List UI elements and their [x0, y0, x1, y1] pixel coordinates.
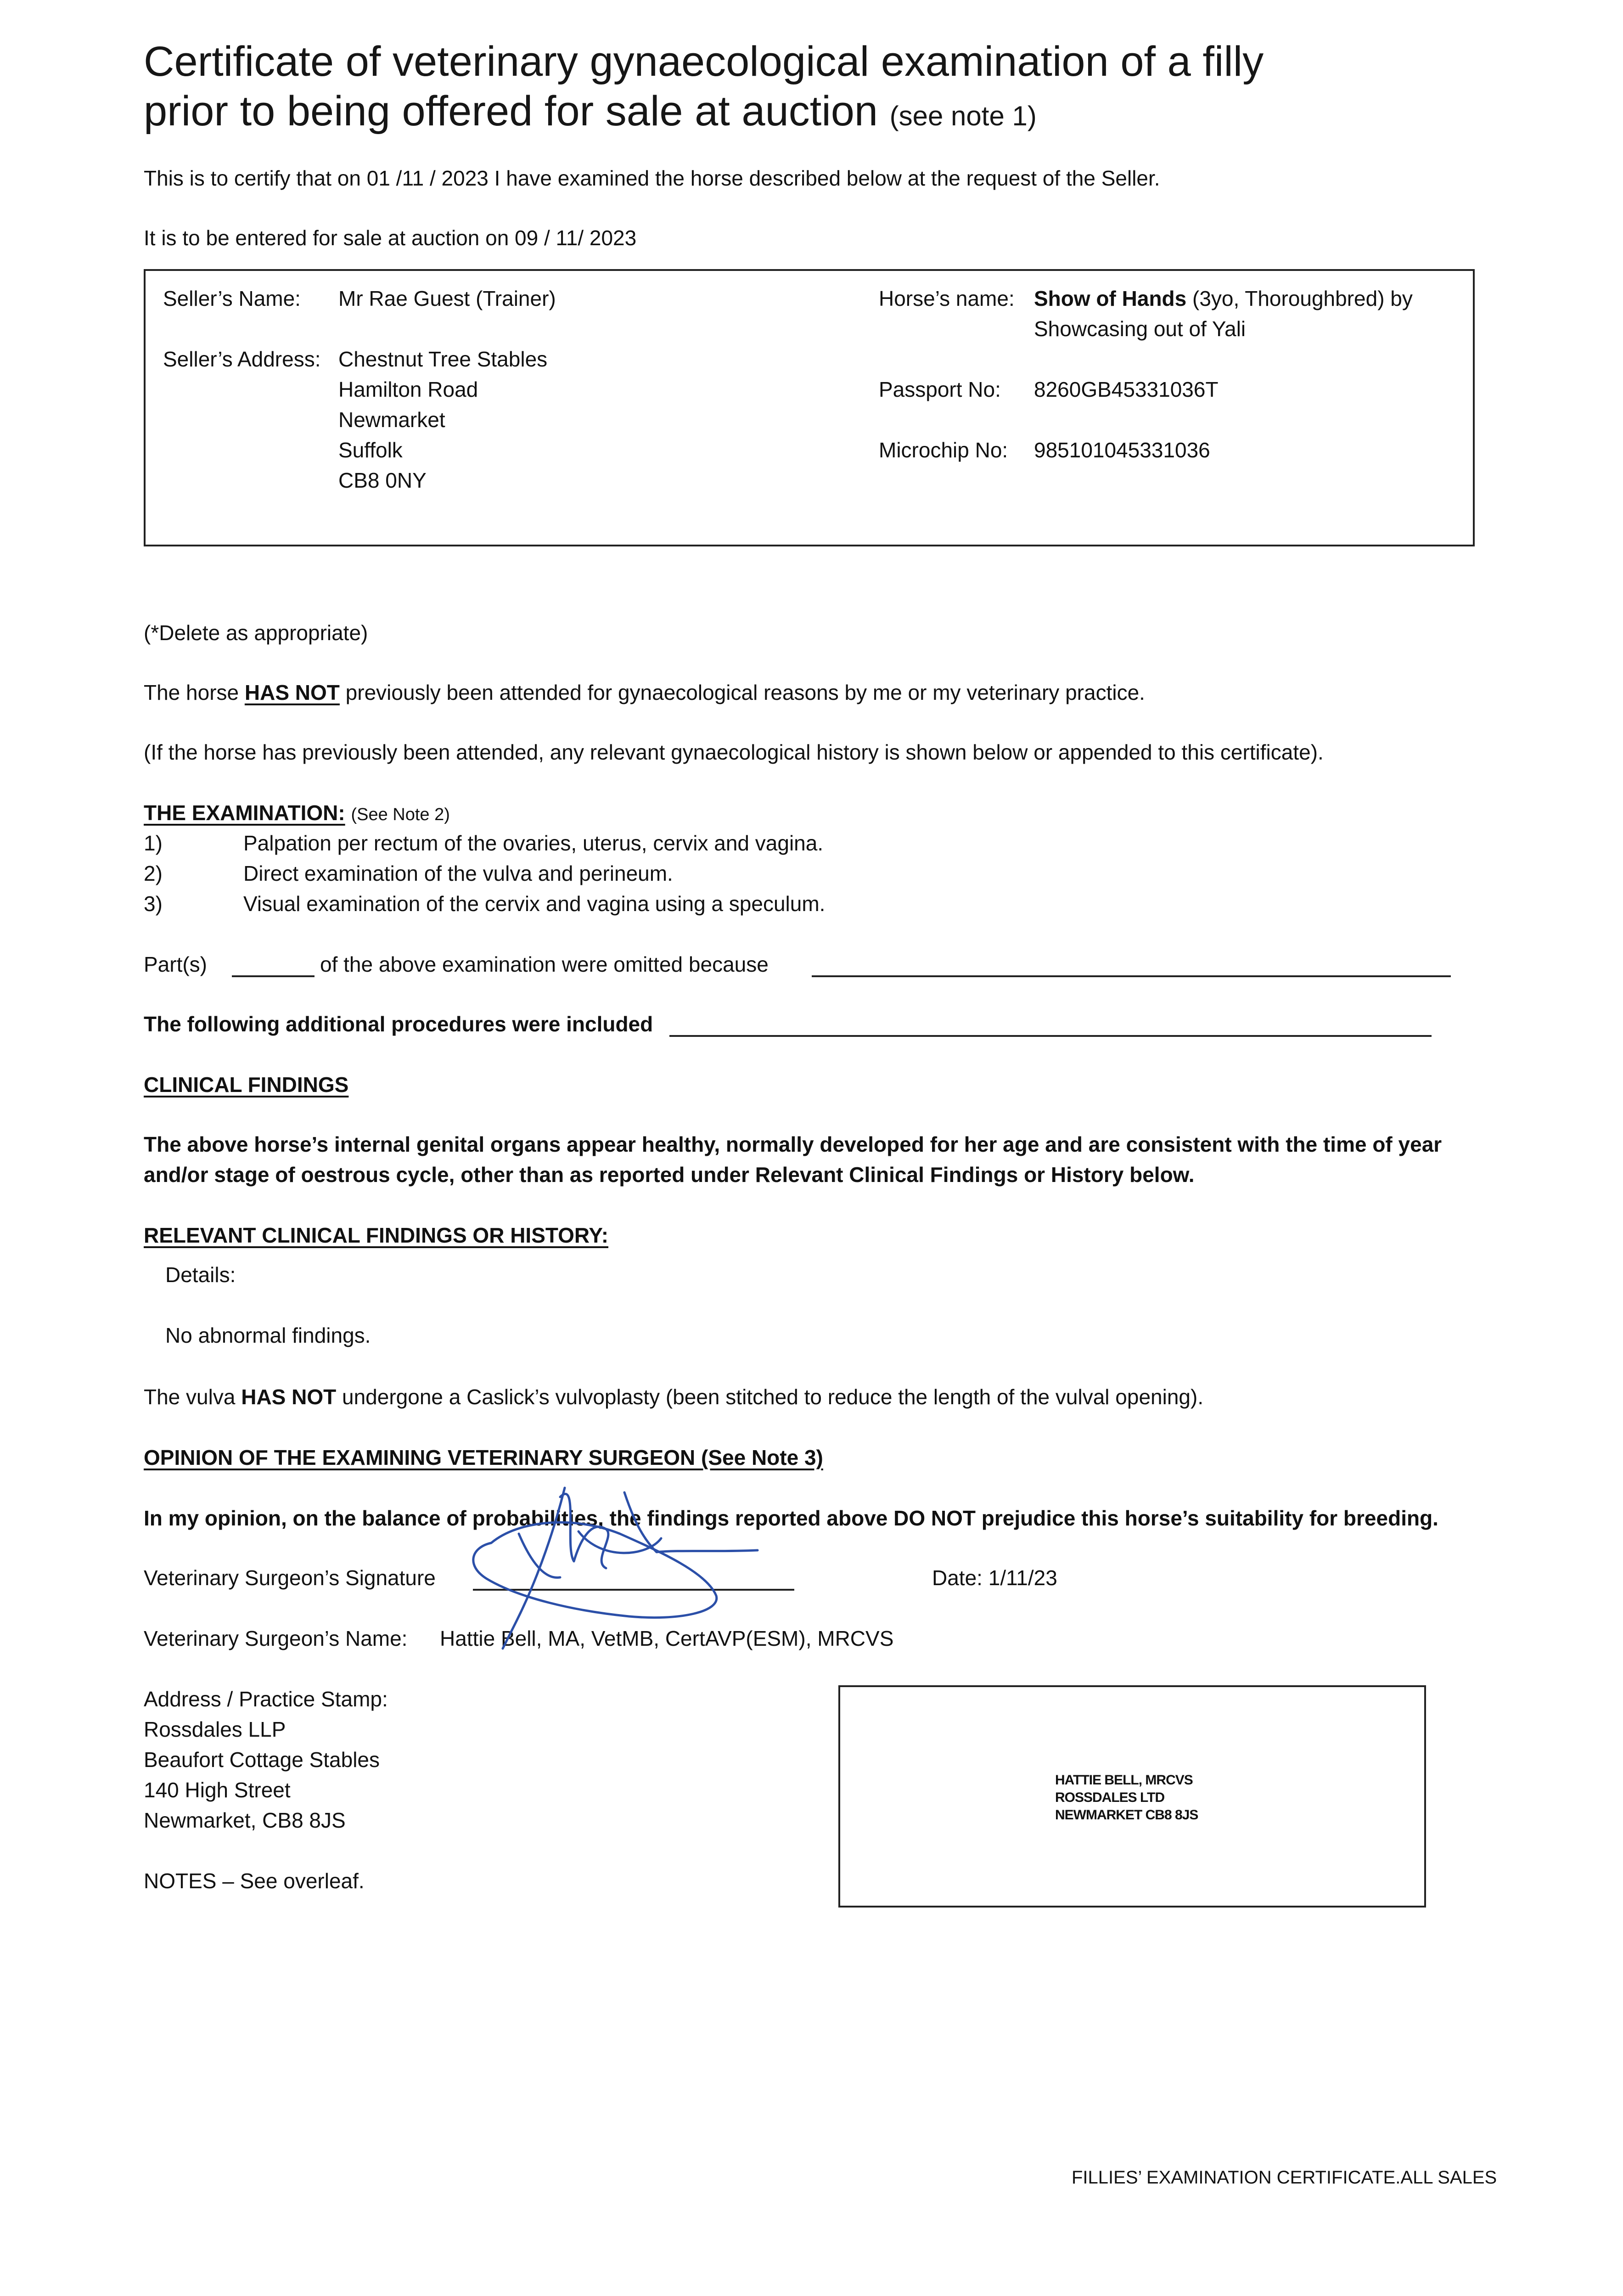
attended-statement	[144, 679, 1145, 706]
clinical-findings-line-2: and/or stage of oestrous cycle, other than as reported under Relevant Clinical Findings or History below.	[144, 1163, 1195, 1187]
opinion-heading: OPINION OF THE EXAMINING VETERINARY SURGEON (See Note 3)	[144, 1446, 823, 1469]
stamp-line-2: ROSSDALES LTD	[1055, 1790, 1165, 1805]
details-label: Details:	[165, 1263, 236, 1287]
examination-item-1: Palpation per rectum of the ovaries, uterus, cervix and vagina.	[243, 831, 824, 855]
delete-note: (*Delete as appropriate)	[144, 621, 368, 645]
horse-name-detail: (3yo, Thoroughbred) by	[1192, 287, 1413, 310]
examination-item-3: Visual examination of the cervix and vagina using a speculum.	[243, 892, 826, 916]
seller-address-label: Seller’s Address:	[163, 347, 321, 371]
examination-note: (See Note 2)	[351, 805, 450, 824]
vet-name-value: Hattie Bell, MA, VetMB, CertAVP(ESM), MRCVS	[440, 1626, 894, 1650]
vulva-status: HAS NOT	[241, 1385, 337, 1409]
vulva-statement	[144, 1383, 1203, 1411]
examination-item-1-num: 1)	[144, 831, 163, 855]
examination-item-2-num: 2)	[144, 861, 163, 885]
seller-address-line-4: Suffolk	[338, 438, 403, 462]
horse-breeding: Showcasing out of Yali	[1034, 317, 1246, 341]
footer-label: FILLIES’ EXAMINATION CERTIFICATE.ALL SALES	[1072, 2167, 1497, 2188]
handwritten-signature	[441, 1469, 817, 1653]
stamp-line-1: HATTIE BELL, MRCVS	[1055, 1773, 1193, 1788]
microchip-number: 985101045331036	[1034, 438, 1210, 462]
signature-label: Veterinary Surgeon’s Signature	[144, 1566, 436, 1590]
omitted-reason-label: of the above examination were omitted because	[320, 952, 769, 976]
details-value: No abnormal findings.	[165, 1323, 371, 1347]
additional-procedures-label: The following additional procedures were included	[144, 1012, 653, 1036]
practice-stamp	[1055, 1772, 1198, 1824]
seller-address-line-2: Hamilton Road	[338, 377, 478, 401]
examination-item-3-num: 3)	[144, 892, 163, 916]
horse-name-label: Horse’s name:	[879, 287, 1015, 310]
vulva-pre: The vulva	[144, 1385, 241, 1409]
horse-name: Show of Hands	[1034, 287, 1187, 310]
practice-label: Address / Practice Stamp:	[144, 1687, 388, 1711]
examination-heading: THE EXAMINATION:	[144, 801, 345, 825]
stamp-line-3: NEWMARKET CB8 8JS	[1055, 1807, 1198, 1823]
practice-line-2: Beaufort Cottage Stables	[144, 1748, 380, 1772]
additional-procedures-field[interactable]	[669, 1035, 1432, 1037]
omitted-parts-field[interactable]	[232, 975, 314, 977]
examination-item-2: Direct examination of the vulva and perineum.	[243, 861, 673, 885]
examination-heading-row	[144, 799, 450, 828]
attended-pre: The horse	[144, 681, 245, 704]
vet-name-label: Veterinary Surgeon’s Name:	[144, 1626, 408, 1650]
seller-address-line-1: Chestnut Tree Stables	[338, 347, 548, 371]
title-note: (see note 1)	[889, 101, 1037, 131]
microchip-label: Microchip No:	[879, 438, 1008, 462]
seller-address-line-5: CB8 0NY	[338, 468, 427, 492]
opinion-text: In my opinion, on the balance of probabilities, the findings reported above DO NOT prejudice this horse’s suitability for breeding.	[144, 1506, 1438, 1530]
clinical-findings-heading: CLINICAL FINDINGS	[144, 1073, 349, 1097]
horse-name-row	[1034, 285, 1413, 312]
title-line-2-text: prior to being offered for sale at auction	[144, 88, 878, 135]
title-line-1: Certificate of veterinary gynaecological examination of a filly	[144, 38, 1264, 85]
date-label: Date:	[932, 1566, 983, 1590]
auction-text: It is to be entered for sale at auction on 09 / 11/ 2023	[144, 226, 637, 250]
passport-label: Passport No:	[879, 377, 1001, 401]
certify-text: This is to certify that on 01 /11 / 2023 I have examined the horse described below at the request of the Seller.	[144, 166, 1160, 190]
attended-post: previously been attended for gynaecological reasons by me or my veterinary practice.	[339, 681, 1145, 704]
title-line-2	[144, 86, 1521, 141]
clinical-findings-line-1: The above horse’s internal genital organs appear healthy, normally developed for her age and are consistent with the time of year	[144, 1132, 1442, 1156]
seller-name-label: Seller’s Name:	[163, 287, 301, 310]
practice-line-1: Rossdales LLP	[144, 1717, 286, 1741]
notes-reference: NOTES – See overleaf.	[144, 1869, 365, 1893]
practice-line-4: Newmarket, CB8 8JS	[144, 1808, 346, 1832]
date-value: 1/11/23	[988, 1566, 1057, 1590]
certificate-title	[144, 37, 1521, 141]
passport-number: 8260GB45331036T	[1034, 377, 1219, 401]
relevant-findings-heading: RELEVANT CLINICAL FINDINGS OR HISTORY:	[144, 1223, 609, 1247]
history-note: (If the horse has previously been attended, any relevant gynaecological history is shown below or appended to this certificate).	[144, 740, 1324, 764]
attended-status: HAS NOT	[244, 681, 340, 704]
seller-name: Mr Rae Guest (Trainer)	[338, 287, 556, 310]
date-row	[932, 1564, 1057, 1592]
omitted-prefix: Part(s)	[144, 952, 207, 976]
omitted-reason-field[interactable]	[812, 975, 1451, 977]
seller-address-line-3: Newmarket	[338, 408, 445, 432]
practice-line-3: 140 High Street	[144, 1778, 291, 1802]
vulva-post: undergone a Caslick’s vulvoplasty (been stitched to reduce the length of the vulval opening).	[336, 1385, 1204, 1409]
